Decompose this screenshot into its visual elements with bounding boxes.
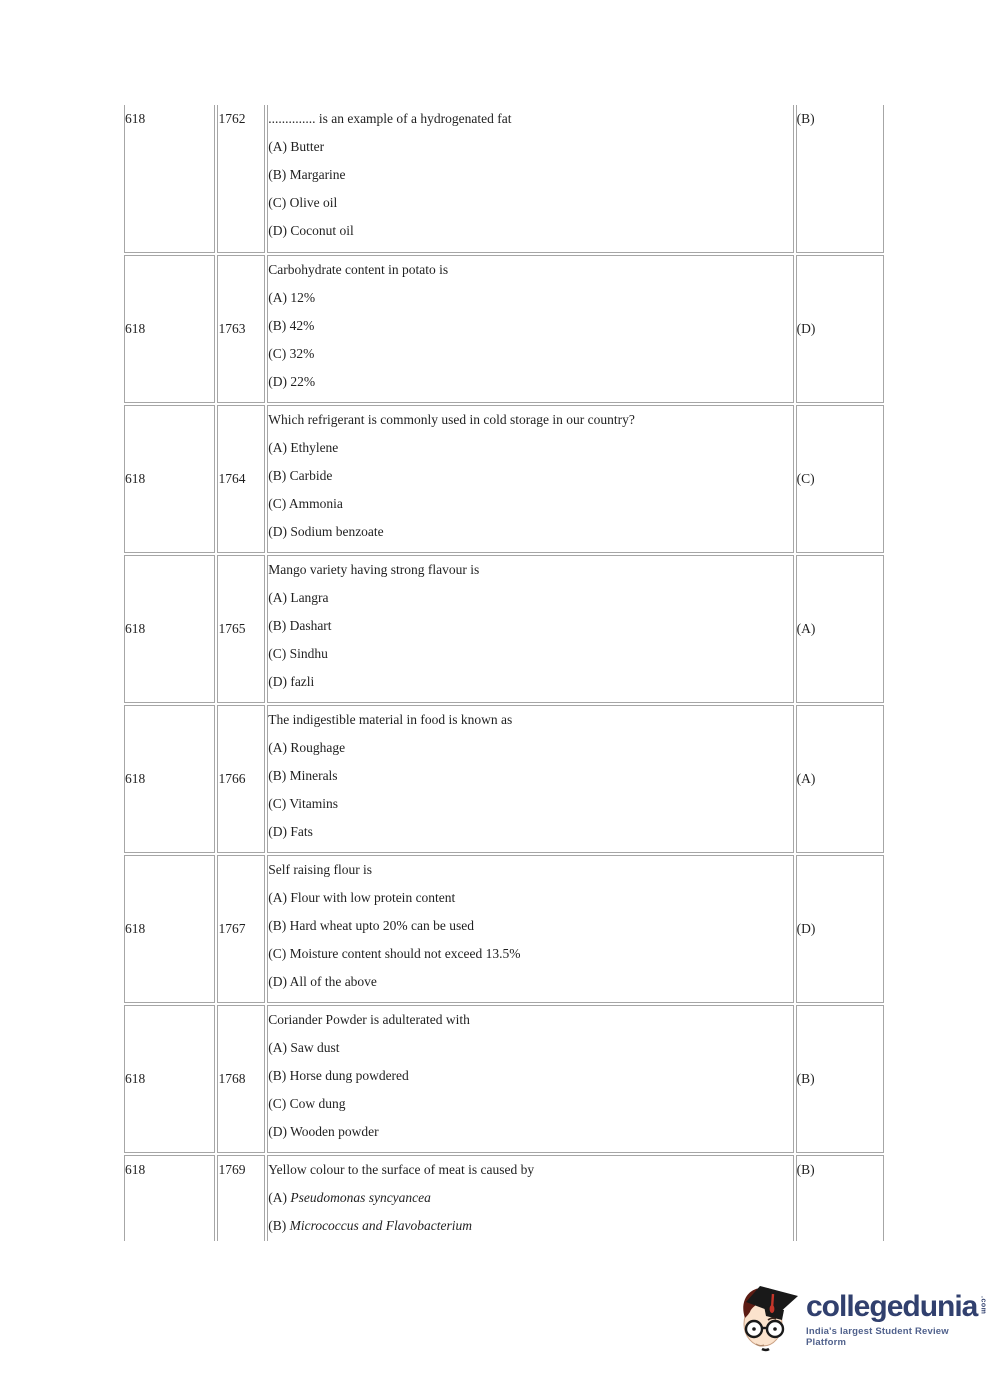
answer-key: (C) bbox=[796, 471, 815, 486]
question-number-cell bbox=[217, 855, 265, 1003]
question-number-cell bbox=[217, 555, 265, 703]
exam-code-cell bbox=[124, 855, 215, 1003]
question-text: Coriander Powder is adulterated with bbox=[268, 1012, 470, 1027]
table-row bbox=[124, 555, 884, 703]
answer-key: (A) bbox=[796, 771, 816, 786]
option: (D) Sodium benzoate bbox=[268, 524, 384, 539]
answer-cell bbox=[796, 1155, 884, 1241]
option: (A) Ethylene bbox=[268, 440, 339, 455]
option: (D) Fats bbox=[268, 824, 313, 839]
table-row bbox=[124, 255, 884, 403]
option: (C) 32% bbox=[268, 346, 315, 361]
question-number-cell bbox=[217, 105, 265, 253]
question-number: 1766 bbox=[218, 771, 246, 786]
answer-cell bbox=[796, 105, 884, 253]
option: (A) Roughage bbox=[268, 740, 346, 755]
options bbox=[268, 1034, 792, 1146]
question-text: Self raising flour is bbox=[268, 862, 373, 877]
table-row bbox=[124, 405, 884, 553]
table-row bbox=[124, 705, 884, 853]
question-cell bbox=[267, 705, 793, 853]
table-row bbox=[124, 1005, 884, 1153]
option: (A) Saw dust bbox=[268, 1040, 340, 1055]
exam-code-cell bbox=[124, 105, 215, 253]
option: (A) Pseudomonas syncyancea bbox=[268, 1190, 431, 1205]
option: (A) Langra bbox=[268, 590, 329, 605]
options bbox=[268, 884, 792, 996]
exam-code-cell bbox=[124, 1155, 215, 1241]
question-number: 1762 bbox=[218, 111, 246, 126]
question-cell bbox=[267, 1155, 793, 1241]
option: (D) Coconut oil bbox=[268, 223, 354, 238]
option: (D) 22% bbox=[268, 374, 316, 389]
question-number: 1763 bbox=[218, 321, 246, 336]
options bbox=[268, 133, 792, 245]
exam-code-cell bbox=[124, 555, 215, 703]
answer-key: (A) bbox=[796, 621, 816, 636]
question-text: Mango variety having strong flavour is bbox=[268, 562, 480, 577]
option: (B) Hard wheat upto 20% can be used bbox=[268, 918, 475, 933]
brand-name: collegedunia bbox=[806, 1290, 978, 1323]
option: (B) 42% bbox=[268, 318, 315, 333]
option: (A) Butter bbox=[268, 139, 325, 154]
option: (C) Cow dung bbox=[268, 1096, 346, 1111]
answer-cell bbox=[796, 855, 884, 1003]
option: (B) Horse dung powdered bbox=[268, 1068, 409, 1083]
option: (B) Minerals bbox=[268, 768, 338, 783]
option: (C) Vitamins bbox=[268, 796, 339, 811]
options bbox=[268, 434, 792, 546]
exam-code-cell bbox=[124, 405, 215, 553]
question-number-cell bbox=[217, 255, 265, 403]
question-number-cell bbox=[217, 705, 265, 853]
question-cell bbox=[267, 105, 793, 253]
answer-cell bbox=[796, 555, 884, 703]
exam-page-table-region bbox=[122, 103, 888, 1241]
exam-code: 618 bbox=[125, 471, 146, 486]
exam-code: 618 bbox=[125, 321, 146, 336]
question-number: 1764 bbox=[218, 471, 246, 486]
brand-tagline: India's largest Student Review Platform bbox=[806, 1326, 949, 1348]
question-number: 1765 bbox=[218, 621, 246, 636]
exam-code: 618 bbox=[125, 921, 146, 936]
mascot-icon bbox=[738, 1280, 802, 1352]
question-text: Carbohydrate content in potato is bbox=[268, 262, 449, 277]
question-number: 1768 bbox=[218, 1071, 246, 1086]
question-number-cell bbox=[217, 1005, 265, 1153]
exam-code: 618 bbox=[125, 1162, 146, 1177]
answer-key: (B) bbox=[796, 1071, 815, 1086]
option: (C) Olive oil bbox=[268, 195, 338, 210]
answer-cell bbox=[796, 1005, 884, 1153]
question-text: The indigestible material in food is known as bbox=[268, 712, 513, 727]
answer-key: (D) bbox=[796, 321, 816, 336]
answer-key: (B) bbox=[796, 111, 815, 126]
question-cell bbox=[267, 555, 793, 703]
answer-key: (D) bbox=[796, 921, 816, 936]
answer-cell bbox=[796, 255, 884, 403]
options bbox=[268, 734, 792, 846]
table-row bbox=[124, 1155, 884, 1241]
option: (C) Ammonia bbox=[268, 496, 343, 511]
option: (A) 12% bbox=[268, 290, 316, 305]
option: (D) Wooden powder bbox=[268, 1124, 379, 1139]
question-text: Which refrigerant is commonly used in cold storage in our country? bbox=[268, 412, 635, 427]
option: (B) Margarine bbox=[268, 167, 346, 182]
question-cell bbox=[267, 405, 793, 553]
table-row bbox=[124, 855, 884, 1003]
answer-cell bbox=[796, 405, 884, 553]
option: (B) Dashart bbox=[268, 618, 332, 633]
exam-code-cell bbox=[124, 705, 215, 853]
question-cell bbox=[267, 255, 793, 403]
answer-cell bbox=[796, 705, 884, 853]
exam-code: 618 bbox=[125, 621, 146, 636]
exam-code-cell bbox=[124, 255, 215, 403]
question-cell bbox=[267, 1005, 793, 1153]
exam-paper-table bbox=[122, 103, 886, 1241]
question-number-cell bbox=[217, 405, 265, 553]
question-text: .............. is an example of a hydrogenated fat bbox=[268, 111, 512, 126]
exam-code: 618 bbox=[125, 771, 146, 786]
question-cell bbox=[267, 855, 793, 1003]
option: (B) Carbide bbox=[268, 468, 333, 483]
options bbox=[268, 284, 792, 396]
exam-code: 618 bbox=[125, 111, 146, 126]
collegedunia-logo bbox=[738, 1280, 988, 1356]
question-text: Yellow colour to the surface of meat is caused by bbox=[268, 1162, 535, 1177]
option: (B) Micrococcus and Flavobacterium bbox=[268, 1218, 473, 1233]
question-number: 1769 bbox=[218, 1162, 246, 1177]
option: (C) Moisture content should not exceed 13.5% bbox=[268, 946, 521, 961]
brand-domain-suffix: .com bbox=[979, 1296, 987, 1315]
options bbox=[268, 584, 792, 696]
table-row bbox=[124, 105, 884, 253]
question-number-cell bbox=[217, 1155, 265, 1241]
exam-code: 618 bbox=[125, 1071, 146, 1086]
option: (D) fazli bbox=[268, 674, 315, 689]
option: (A) Flour with low protein content bbox=[268, 890, 456, 905]
option: (C) Sindhu bbox=[268, 646, 328, 661]
options bbox=[268, 1184, 792, 1240]
question-number: 1767 bbox=[218, 921, 246, 936]
answer-key: (B) bbox=[796, 1162, 815, 1177]
option: (D) All of the above bbox=[268, 974, 377, 989]
exam-code-cell bbox=[124, 1005, 215, 1153]
